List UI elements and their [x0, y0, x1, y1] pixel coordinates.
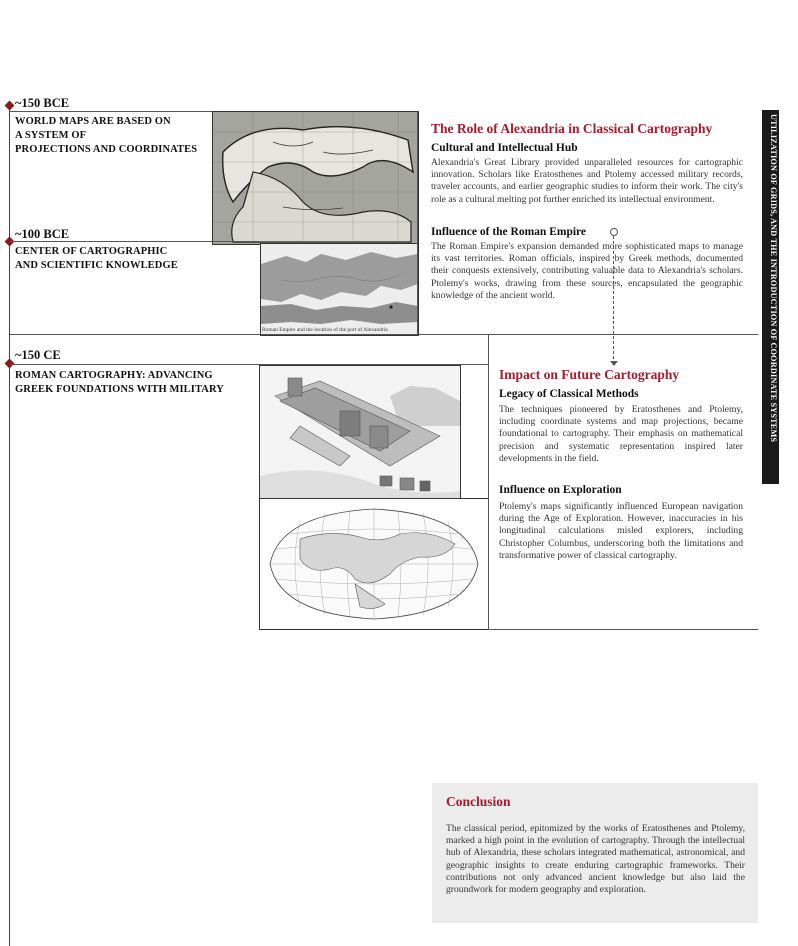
entry-title-2: CENTER OF CARTOGRAPHIC AND SCIENTIFIC KNOWLEDGE: [15, 246, 178, 271]
exploration-paragraph: Ptolemy's maps significantly influenced European navigation during the Age of Exploration. However, inaccuracies in his longitudinal calculations misled explorers, including Christopher Columbus, underscoring both the limitations and transformative power of classical cartography.: [499, 501, 743, 561]
exploration-subheading: Influence on Exploration: [499, 484, 622, 496]
sidebar-title: UTILIZATION OF GRIDS, AND THE INTRODUCTION OF COORDINATE SYSTEMS: [769, 114, 778, 443]
hub-paragraph: Alexandria's Great Library provided unparalleled resources for cartographic innovation. Scholars like Eratosthenes and Ptolemy accessed military records, traveler accounts, and earlier geographic studies to inform their work. The city's role as a cultural melting pot further enriched its intellectual environment.: [431, 157, 743, 205]
entry-title-3: ROMAN CARTOGRAPHY: ADVANCING GREEK FOUNDATIONS WITH MILITARY: [15, 370, 224, 395]
conclusion-heading: Conclusion: [446, 794, 511, 809]
connector-line: [613, 236, 614, 364]
era-label-1: ~150 BCE: [15, 96, 70, 110]
impact-left-border: [488, 334, 489, 630]
alexandria-city-illustration: [259, 365, 461, 499]
impact-bottom-border: [488, 629, 758, 630]
connector-start-dot: [610, 228, 618, 236]
entry-divider-2: [10, 241, 260, 242]
roman-empire-map-image: [260, 243, 419, 336]
legacy-subheading: Legacy of Classical Methods: [499, 388, 639, 400]
ptolemy-world-map-image: [212, 111, 419, 245]
timeline-marker-1: [5, 101, 15, 111]
roman-influence-paragraph: The Roman Empire's expansion demanded more sophisticated maps to manage its vast territories. Roman officials, inspired by Greek methods, documented their conquests extensively, contributing valuable data to Alexandria's scholars. Ptolemy's works, drawing from these sources, encapsulated the geographic knowledge of the ancient world.: [431, 241, 743, 301]
conclusion-box: [432, 783, 758, 923]
connector-arrow-icon: [610, 361, 618, 366]
era-label-2: ~100 BCE: [15, 227, 70, 241]
ptolemy-projection-map-image: [259, 498, 489, 630]
legacy-paragraph: The techniques pioneered by Eratosthenes and Ptolemy, including coordinate systems and map projections, became foundational to cartography. Their emphasis on mathematical precision and systematic representation inspired later developments in the field.: [499, 404, 743, 464]
alexandria-heading: The Role of Alexandria in Classical Cartography: [431, 121, 713, 136]
section-divider: [10, 334, 758, 335]
hub-subheading: Cultural and Intellectual Hub: [431, 142, 578, 154]
roman-map-caption: Roman Empire and the location of the port of Alexandria: [262, 327, 388, 333]
impact-heading: Impact on Future Cartography: [499, 367, 680, 382]
vertical-sidebar: [762, 110, 779, 484]
timeline-spine: [9, 106, 10, 946]
era-label-3: ~150 CE: [15, 348, 61, 362]
column-divider: [417, 111, 418, 334]
entry-title-1: WORLD MAPS ARE BASED ON A SYSTEM OF PROJECTIONS AND COORDINATES: [15, 116, 198, 155]
conclusion-paragraph: The classical period, epitomized by the works of Eratosthenes and Ptolemy, marked a high point in the evolution of cartography. Through the intellectual hub of Alexandria, these scholars integrated mathematical, astronomical, and geographic insights to create enduring cartographic frameworks. Their contributions not only advanced ancient knowledge but also laid the groundwork for modern geography and exploration.: [446, 823, 745, 896]
roman-influence-subheading: Influence of the Roman Empire: [431, 226, 587, 238]
